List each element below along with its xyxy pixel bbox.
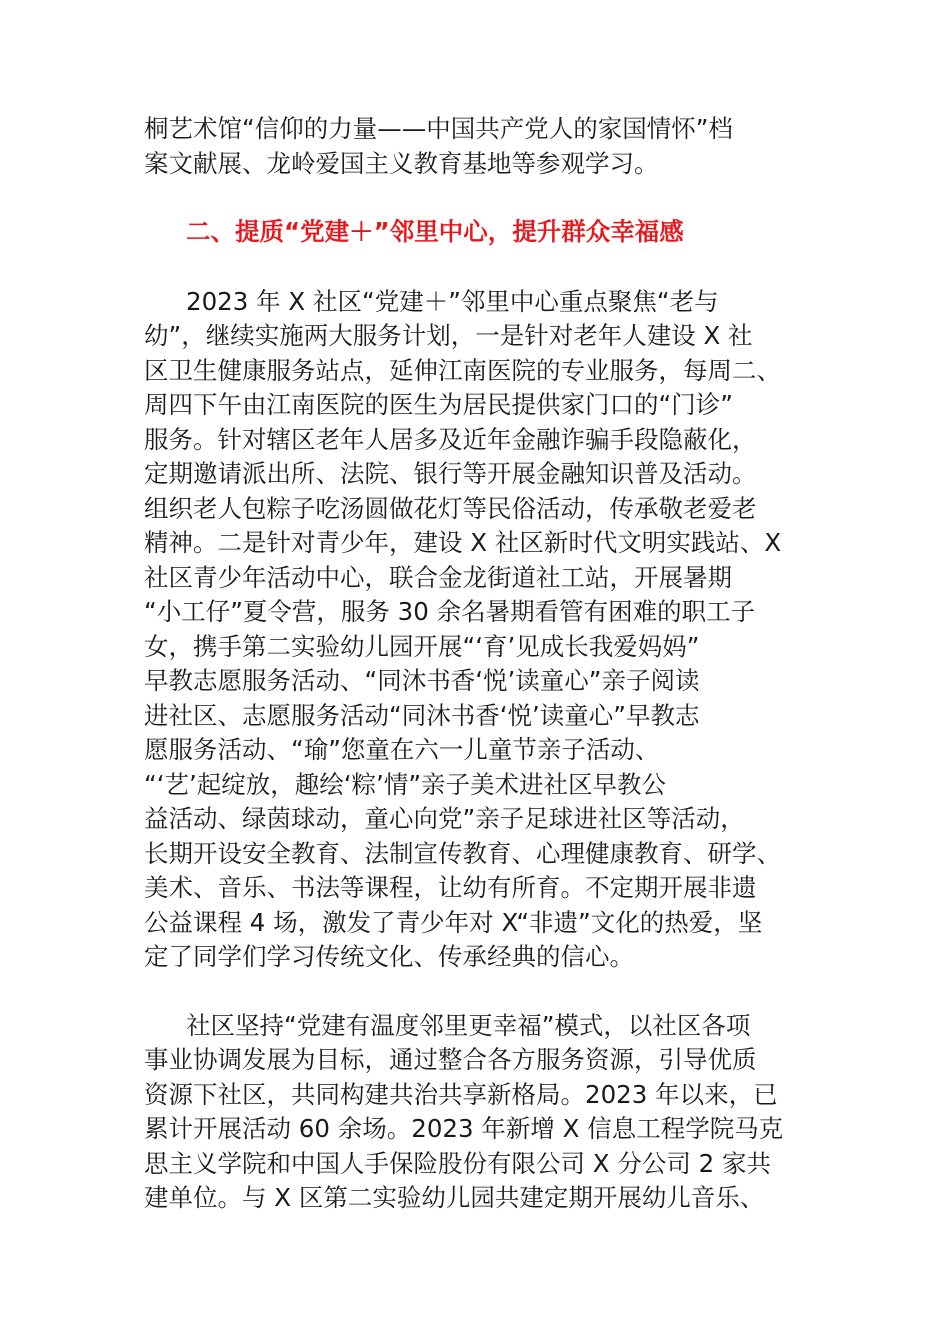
text-line: 愿服务活动、“瑜”您童在六一儿童节亲子活动、 — [144, 735, 660, 764]
text-line: 服务。针对辖区老年人居多及近年金融诈骗手段隐蔽化， — [144, 424, 757, 454]
text-line: 精神。二是针对青少年，建设 X 社区新时代文明实践站、X — [144, 528, 782, 557]
text-line: “‘艺’起绽放，趣绘‘粽’情”亲子美术进社区早教公 — [144, 769, 667, 799]
paragraph-continued — [144, 112, 804, 181]
text-line: 公益课程 4 场，激发了青少年对 X“非遗”文化的热爱，坚 — [144, 907, 763, 937]
paragraph-party-building-model — [144, 1009, 804, 1216]
document-page — [144, 112, 804, 1216]
text-line: 定期邀请派出所、法院、银行等开展金融知识普及活动。 — [144, 459, 757, 488]
text-line: 事业协调发展为目标，通过整合各方服务资源，引导优质 — [144, 1045, 757, 1074]
text-line: 社区青少年活动中心，联合金龙街道社工站，开展暑期 — [144, 562, 732, 592]
section-heading: 二、提质“党建＋”邻里中心，提升群众幸福感 — [186, 217, 684, 246]
text-line: 定了同学们学习传统文化、传承经典的信心。 — [144, 942, 634, 971]
text-line: “小工仔”夏令营，服务 30 余名暑期看管有困难的职工子 — [144, 597, 756, 626]
text-line: 2023 年 X 社区“党建＋”邻里中心重点聚焦“老与 — [186, 286, 719, 316]
text-line: 女，携手第二实验幼儿园开展“‘育’见成长我爱妈妈” — [144, 631, 700, 661]
text-line: 组织老人包粽子吃汤圆做花灯等民俗活动，传承敬老爱老 — [144, 493, 757, 523]
text-line: 进社区、志愿服务活动“同沐书香‘悦’读童心”早教志 — [144, 700, 700, 730]
text-line: 益活动、绿茵球动，童心向党”亲子足球进社区等活动， — [144, 804, 745, 833]
paragraph-community-center — [144, 285, 804, 975]
text-line: 桐艺术馆“信仰的力量——中国共产党人的家国情怀”档 — [144, 114, 733, 143]
text-line: 案文献展、龙岭爱国主义教育基地等参观学习。 — [144, 148, 659, 178]
text-line: 周四下午由江南医院的医生为居民提供家门口的“门诊” — [144, 390, 733, 419]
text-line: 累计开展活动 60 余场。2023 年新增 X 信息工程学院马克 — [144, 1114, 784, 1143]
text-line: 幼”，继续实施两大服务计划，一是针对老年人建设 X 社 — [144, 321, 753, 350]
text-line: 资源下社区，共同构建共治共享新格局。2023 年以来，已 — [144, 1079, 778, 1109]
text-line: 社区坚持“党建有温度邻里更幸福”模式，以社区各项 — [186, 1010, 751, 1040]
text-line: 区卫生健康服务站点，延伸江南医院的专业服务，每周二、 — [144, 355, 781, 385]
text-line: 美术、音乐、书法等课程，让幼有所育。不定期开展非遗 — [144, 873, 757, 902]
text-line: 建单位。与 X 区第二实验幼儿园共建定期开展幼儿音乐、 — [144, 1183, 765, 1212]
text-line: 长期开设安全教育、法制宣传教育、心理健康教育、研学、 — [144, 838, 781, 868]
text-line: 早教志愿服务活动、“同沐书香‘悦’读童心”亲子阅读 — [144, 666, 700, 695]
text-line: 思主义学院和中国人手保险股份有限公司 X 分公司 2 家共 — [144, 1148, 772, 1178]
